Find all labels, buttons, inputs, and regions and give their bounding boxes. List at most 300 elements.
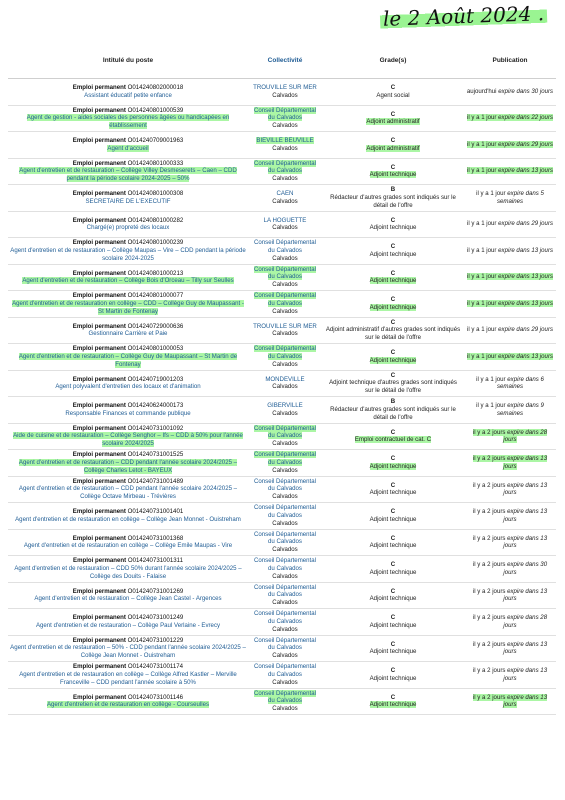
poste-title-link[interactable]: Agent d'entretien et de restauration en collège - Courseulles <box>46 701 210 709</box>
grade-name: Adjoint administratif <box>366 144 420 152</box>
publication-expiry: expire dans 13 jours <box>503 534 548 550</box>
poste-ref: O014240731001229 <box>127 636 184 644</box>
publication-info <box>473 429 547 444</box>
cell-poste <box>8 423 248 450</box>
grade-name: Adjoint technique <box>369 701 417 709</box>
poste-head <box>10 239 246 247</box>
poste-title-link[interactable]: Agent d'accueil <box>107 144 149 152</box>
poste-type: Emploi permanent <box>72 190 126 198</box>
publication-info <box>467 300 553 307</box>
cell-poste <box>8 582 248 609</box>
publication-info <box>466 482 554 497</box>
poste-title-link[interactable]: Chargé(e) propreté des locaux <box>86 224 170 232</box>
publication-age: il y a 2 jours <box>472 508 506 516</box>
publication-age: il y a 1 jour <box>466 299 497 307</box>
cell-poste <box>8 264 248 291</box>
cell-publication <box>464 450 556 477</box>
grade-name: Adjoint technique <box>369 250 417 258</box>
poste-head <box>10 663 246 671</box>
cell-publication <box>464 582 556 609</box>
cell-poste <box>8 105 248 132</box>
poste-title-link[interactable]: Agent polyvalent d'entretien des locaux et d'animation <box>55 383 201 391</box>
poste-ref: O014240731001489 <box>127 477 184 485</box>
poste-type: Emploi permanent <box>72 477 126 485</box>
publication-expiry: expire dans 5 semaines <box>496 190 544 205</box>
grade-category: B <box>390 398 396 406</box>
cell-grade <box>322 688 464 715</box>
table-row <box>8 450 556 477</box>
poste-ref: O014240801000539 <box>127 106 184 114</box>
table-row <box>8 317 556 344</box>
table-row <box>8 79 556 106</box>
poste-title-link[interactable]: Agent d'entretien et de restauration – 50% - CDD pendant l'année scolaire 2024/2025 – Collège Jean Monnet - Ouistreham <box>10 644 246 660</box>
publication-age: il y a 1 jour <box>476 375 506 383</box>
header-collectivite: Collectivité <box>248 42 322 79</box>
collectivite-department: Calvados <box>272 197 298 205</box>
collectivite-link[interactable]: Conseil Départemental du Calvados <box>254 345 316 360</box>
publication-expiry: expire dans 29 jours <box>498 326 554 334</box>
poste-type: Emploi permanent <box>72 402 126 410</box>
poste-title-link[interactable]: Agent d'entretien et de restauration – CDD 50% durant l'année scolaire 2024/2025 – Collège des Douits - Falaise <box>14 564 242 580</box>
poste-ref: O014240731001269 <box>127 587 184 595</box>
publication-expiry: expire dans 30 jours <box>503 561 548 576</box>
grade-category: C <box>390 84 396 92</box>
poste-type: Emploi permanent <box>72 216 126 224</box>
cell-collectivite <box>248 291 322 318</box>
poste-title-link[interactable]: Gestionnaire Carrière et Paie <box>88 330 168 338</box>
grade-name: Adjoint technique <box>369 462 417 470</box>
cell-collectivite <box>248 423 322 450</box>
header-publication: Publication <box>464 42 556 79</box>
cell-poste <box>8 132 248 159</box>
poste-ref: O014240731001146 <box>127 693 183 701</box>
cell-poste <box>8 529 248 556</box>
collectivite-link[interactable]: TROUVILLE SUR MER <box>253 322 317 330</box>
publication-expiry: expire dans 29 jours <box>498 220 554 228</box>
poste-title-link[interactable]: Assistant éducatif petite enfance <box>84 91 172 99</box>
poste-head <box>10 270 246 278</box>
table-row <box>8 397 556 424</box>
poste-ref: O014240731001311 <box>127 557 183 565</box>
poste-ref: O014240801000077 <box>127 292 184 300</box>
cell-grade <box>322 582 464 609</box>
publication-expiry: expire dans 13 jours <box>503 640 548 656</box>
grade-name: Adjoint technique <box>369 542 417 550</box>
cell-grade <box>322 450 464 477</box>
publication-expiry: expire dans 6 semaines <box>496 375 544 391</box>
table-row <box>8 662 556 689</box>
grade-name: Adjoint administratif d'autres grades sont indiqués sur le détail de l'offre <box>325 326 461 342</box>
grade-category: C <box>390 481 396 489</box>
collectivite-link[interactable]: Conseil Départemental du Calvados <box>254 663 316 678</box>
cell-collectivite <box>248 132 322 159</box>
cell-collectivite <box>248 344 322 371</box>
cell-grade <box>322 185 464 212</box>
cell-publication <box>464 105 556 132</box>
poste-head <box>10 614 246 622</box>
publication-expiry: expire dans 13 jours <box>498 167 554 175</box>
collectivite-department: Calvados <box>272 144 298 152</box>
cell-collectivite <box>248 264 322 291</box>
cell-collectivite <box>248 211 322 238</box>
grade-name: Adjoint technique <box>369 489 417 497</box>
poste-title-link[interactable]: Agent d'entretien et de restauration – Collège Jean Castel - Argences <box>34 595 222 603</box>
grade-name: Adjoint technique <box>369 568 417 576</box>
cell-collectivite <box>248 450 322 477</box>
poste-type: Emploi permanent <box>72 292 126 300</box>
table-body <box>8 79 556 715</box>
cell-collectivite <box>248 105 322 132</box>
grade-category: C <box>390 296 396 304</box>
table-row <box>8 476 556 503</box>
publication-age: il y a 2 jours <box>472 587 506 595</box>
publication-info <box>473 694 547 709</box>
cell-collectivite <box>248 529 322 556</box>
collectivite-link[interactable]: Conseil Départemental du Calvados <box>254 292 316 307</box>
collectivite-department: Calvados <box>272 652 298 660</box>
publication-age: il y a 1 jour <box>466 246 497 254</box>
collectivite-department: Calvados <box>272 546 298 554</box>
collectivite-link[interactable]: Conseil Départemental du Calvados <box>254 530 316 546</box>
collectivite-department: Calvados <box>272 281 298 289</box>
publication-info <box>467 273 553 280</box>
poste-title-link[interactable]: Agent d'entretien et de restauration – CDD pendant l'année scolaire 2024/2025 – Collège Charles Letot - BAYEUX <box>18 458 238 474</box>
grade-category: C <box>390 534 396 542</box>
cell-collectivite <box>248 476 322 503</box>
poste-type: Emploi permanent <box>72 375 126 383</box>
collectivite-link[interactable]: Conseil Départemental du Calvados <box>254 689 316 705</box>
cell-poste <box>8 662 248 689</box>
collectivite-department: Calvados <box>272 409 298 417</box>
poste-head <box>10 637 246 645</box>
poste-title-link[interactable]: SECRETAIRE DE L'EXECUTIF <box>85 197 171 205</box>
cell-publication <box>464 158 556 185</box>
poste-head <box>10 292 246 300</box>
publication-info <box>466 561 554 576</box>
poste-title-link[interactable]: Aide de cuisine et de restauration – Collège Senghor – Ifs – CDD à 50% pour l'année scolaire 2024/2025 <box>13 432 243 448</box>
collectivite-department: Calvados <box>272 122 298 130</box>
grade-category: B <box>390 186 396 194</box>
poste-title-link[interactable]: Agent d'entretien et de restauration – Collège Maupas – Vire – CDD pendant la période scolaire 2024-2025 <box>10 246 246 262</box>
poste-type: Emploi permanent <box>72 587 126 595</box>
collectivite-department: Calvados <box>272 705 298 713</box>
publication-expiry: expire dans 13 jours <box>503 508 548 523</box>
collectivite-link[interactable]: Conseil Départemental du Calvados <box>254 557 316 572</box>
cell-publication <box>464 291 556 318</box>
publication-expiry: expire dans 13 jours <box>498 273 554 281</box>
poste-head <box>10 217 246 225</box>
poste-title-link[interactable]: Agent d'entretien et de restauration – Collège Guy de Maupassant – St Martin de Fontenay <box>18 352 238 368</box>
poste-type: Emploi permanent <box>72 84 126 92</box>
cell-poste <box>8 450 248 477</box>
poste-head <box>10 402 246 410</box>
collectivite-department: Calvados <box>272 91 298 99</box>
publication-info <box>466 247 554 255</box>
collectivite-link[interactable]: Conseil Départemental du Calvados <box>254 239 316 254</box>
grade-category: C <box>390 428 396 436</box>
cell-publication <box>464 397 556 424</box>
publication-info <box>466 508 554 523</box>
poste-ref: O014240801000213 <box>127 269 184 277</box>
grade-category: C <box>390 318 396 326</box>
collectivite-link[interactable]: Conseil Départemental du Calvados <box>254 610 316 625</box>
cell-grade <box>322 503 464 530</box>
cell-publication <box>464 132 556 159</box>
table-row <box>8 291 556 318</box>
cell-publication <box>464 688 556 715</box>
publication-info <box>466 588 554 603</box>
header-grade: Grade(s) <box>322 42 464 79</box>
grade-category: C <box>390 667 396 675</box>
poste-head <box>10 190 246 198</box>
collectivite-link[interactable]: MONDEVILLE <box>265 375 305 383</box>
grade-name: Adjoint administratif <box>366 118 420 126</box>
publication-age: il y a 1 jour <box>466 326 497 334</box>
poste-type: Emploi permanent <box>72 137 126 145</box>
collectivite-department: Calvados <box>272 254 298 262</box>
collectivite-link[interactable]: Conseil Départemental du Calvados <box>254 424 316 440</box>
cell-collectivite <box>248 79 322 106</box>
poste-ref: O014240801000053 <box>127 345 184 353</box>
cell-poste <box>8 158 248 185</box>
poste-type: Emploi permanent <box>72 322 126 330</box>
poste-title-link[interactable]: Agent d'entretien et de restauration en collège – CDD – Collège Guy de Maupassant - St Martin de Fontenay <box>12 299 244 315</box>
publication-expiry: expire dans 29 jours <box>498 140 554 148</box>
collectivite-link[interactable]: Conseil Départemental du Calvados <box>254 583 316 599</box>
collectivite-link[interactable]: TROUVILLE SUR MER <box>253 84 317 92</box>
collectivite-department: Calvados <box>272 493 298 501</box>
poste-title-link[interactable]: Agent d'entretien et de restauration en collège – Collège Emile Maupas - Vire <box>23 542 233 550</box>
poste-type: Emploi permanent <box>73 557 127 565</box>
cell-grade <box>322 476 464 503</box>
cell-publication <box>464 662 556 689</box>
grade-name: Rédacteur d'autres grades sont indiqués sur le détail de l'offre <box>330 193 456 209</box>
poste-title-link[interactable]: Agent d'entretien et de restauration – Collège Villey Desmeserets – Caen – CDD pendant la période scolaire 2024-2025 – 50% <box>19 167 237 183</box>
publication-info <box>466 88 554 96</box>
poste-ref: O014240802000018 <box>127 84 184 92</box>
cell-publication <box>464 264 556 291</box>
cell-collectivite <box>248 317 322 344</box>
poste-ref: O014240731001092 <box>127 424 184 432</box>
grade-name: Adjoint technique <box>369 674 417 682</box>
cell-grade <box>322 370 464 397</box>
grade-name: Adjoint technique <box>369 277 417 285</box>
grade-category: C <box>390 137 396 145</box>
collectivite-link[interactable]: LA HOGUETTE <box>263 216 307 224</box>
grade-name: Adjoint technique <box>369 171 417 179</box>
cell-grade <box>322 344 464 371</box>
poste-title-link[interactable]: Agent d'entretien et de restauration en collège – Collège Alfred Kastler – Merville Franceville – CDD pendant l'année scolaire à 50% <box>19 670 237 686</box>
poste-ref: O014240801000308 <box>127 190 184 198</box>
table-row <box>8 370 556 397</box>
table-row <box>8 264 556 291</box>
publication-expiry: expire dans 30 jours <box>498 87 554 95</box>
grade-category: C <box>390 243 396 251</box>
publication-info <box>466 535 554 550</box>
collectivite-link[interactable]: Conseil Départemental du Calvados <box>254 451 316 466</box>
publication-age: il y a 2 jours <box>472 640 506 648</box>
cell-grade <box>322 397 464 424</box>
collectivite-link[interactable]: GIBERVILLE <box>267 402 303 410</box>
publication-expiry: expire dans 13 jours <box>503 587 548 603</box>
cell-publication <box>464 503 556 530</box>
collectivite-link[interactable]: BIEVILLE BEUVILLE <box>256 137 314 145</box>
collectivite-link[interactable]: Conseil Départemental du Calvados <box>254 106 316 122</box>
poste-type: Emploi permanent <box>72 451 126 459</box>
table-row <box>8 529 556 556</box>
collectivite-department: Calvados <box>272 625 298 633</box>
publication-expiry: expire dans 28 jours <box>503 614 548 629</box>
grade-name: Adjoint technique <box>369 515 417 523</box>
poste-title-link[interactable]: Agent d'entretien et de restauration – Collège Paul Verlaine - Evrecy <box>35 621 221 629</box>
publication-info <box>467 114 553 121</box>
poste-type: Emploi permanent <box>72 106 126 114</box>
cell-grade <box>322 317 464 344</box>
cell-grade <box>322 423 464 450</box>
job-offers-table <box>8 42 556 715</box>
table-row <box>8 582 556 609</box>
poste-ref: O014240709001963 <box>127 137 184 145</box>
collectivite-link[interactable]: Conseil Départemental du Calvados <box>254 504 316 519</box>
cell-poste <box>8 317 248 344</box>
cell-poste <box>8 211 248 238</box>
cell-grade <box>322 529 464 556</box>
publication-info <box>466 614 554 629</box>
table-row <box>8 238 556 265</box>
collectivite-link[interactable]: Conseil Départemental du Calvados <box>254 477 316 493</box>
table-row <box>8 132 556 159</box>
table-row <box>8 688 556 715</box>
poste-head <box>10 588 246 596</box>
grade-category: C <box>390 640 396 648</box>
table-row <box>8 105 556 132</box>
publication-expiry: expire dans 13 jours <box>503 667 548 682</box>
table-row <box>8 344 556 371</box>
collectivite-department: Calvados <box>272 599 298 607</box>
poste-ref: O014240801000282 <box>127 216 184 224</box>
grade-name: Rédacteur d'autres grades sont indiqués sur le détail de l'offre <box>330 405 456 421</box>
publication-age: il y a 2 jours <box>472 693 506 701</box>
header-poste: Intitulé du poste <box>8 42 248 79</box>
cell-poste <box>8 291 248 318</box>
cell-publication <box>464 529 556 556</box>
cell-grade <box>322 79 464 106</box>
publication-age: il y a 2 jours <box>472 561 506 569</box>
publication-info <box>466 402 554 417</box>
grade-category: C <box>390 269 396 277</box>
poste-head <box>10 535 246 543</box>
poste-head <box>10 478 246 486</box>
table-header-row <box>8 42 556 79</box>
poste-ref: O014240719001203 <box>127 375 184 383</box>
publication-expiry: expire dans 13 jours <box>503 693 548 709</box>
grade-name: Adjoint technique d'autres grades sont indiqués sur le détail de l'offre <box>329 379 457 395</box>
cell-publication <box>464 344 556 371</box>
poste-ref: O014240731001368 <box>127 534 184 542</box>
poste-type: Emploi permanent <box>72 534 126 542</box>
grade-category: C <box>390 587 396 595</box>
collectivite-link[interactable]: Conseil Départemental du Calvados <box>254 159 316 175</box>
grade-category: C <box>390 508 396 516</box>
poste-ref: O014240801000333 <box>127 159 184 167</box>
poste-ref: O014240729000636 <box>127 322 184 330</box>
table-row <box>8 185 556 212</box>
cell-grade <box>322 238 464 265</box>
cell-poste <box>8 344 248 371</box>
poste-head <box>10 345 246 353</box>
grade-category: C <box>390 216 396 224</box>
publication-info <box>466 326 554 334</box>
grade-category: C <box>390 371 396 379</box>
poste-title-link[interactable]: Agent d'entretien et de restauration en collège – Collège Jean Monnet - Ouistreham <box>15 515 241 523</box>
table-row <box>8 211 556 238</box>
poste-ref: O014240624000173 <box>127 402 184 410</box>
collectivite-link[interactable]: CAEN <box>276 190 294 198</box>
publication-age: il y a 2 jours <box>472 534 506 542</box>
poste-type: Emploi permanent <box>72 636 126 644</box>
grade-name: Emploi contractuel de cat. C <box>354 436 432 444</box>
publication-age: il y a 1 jour <box>466 352 497 360</box>
cell-publication <box>464 609 556 636</box>
cell-publication <box>464 79 556 106</box>
grade-category: C <box>390 163 396 171</box>
publication-expiry: expire dans 22 jours <box>498 114 554 122</box>
cell-publication <box>464 556 556 583</box>
poste-head <box>10 107 246 115</box>
poste-head <box>10 323 246 331</box>
publication-info <box>473 455 547 470</box>
poste-head <box>10 557 246 565</box>
poste-ref: O014240801000239 <box>127 239 184 247</box>
cell-grade <box>322 264 464 291</box>
publication-age: il y a 2 jours <box>472 481 506 489</box>
publication-age: il y a 1 jour <box>466 220 497 228</box>
publication-info <box>466 641 554 656</box>
publication-age: il y a 1 jour <box>466 167 497 175</box>
poste-ref: O014240731001249 <box>127 614 184 622</box>
poste-title-link[interactable]: Agent d'entretien et de restauration – CDD pendant l'année scolaire 2024/2025 – Collège Octave Mirbeau - Trévières <box>18 485 238 501</box>
poste-title-link[interactable]: Responsable Finances et commande publique <box>65 409 191 417</box>
collectivite-link[interactable]: Conseil Départemental du Calvados <box>254 265 316 281</box>
cell-grade <box>322 105 464 132</box>
collectivite-department: Calvados <box>272 383 298 391</box>
grade-name: Adjoint technique <box>369 356 417 364</box>
publication-expiry: expire dans 13 jours <box>498 299 554 307</box>
cell-grade <box>322 132 464 159</box>
poste-title-link[interactable]: Agent d'entretien et de restauration – Collège Bois d'Orceau – Tilly sur Seulles <box>22 277 234 285</box>
cell-collectivite <box>248 609 322 636</box>
poste-type: Emploi permanent <box>72 424 126 432</box>
publication-age: il y a 1 jour <box>466 140 497 148</box>
poste-title-link[interactable]: Agent de gestion - aides sociales des personnes âgées ou handicapées en établissement <box>26 114 230 130</box>
publication-info <box>467 167 553 174</box>
table-row <box>8 503 556 530</box>
publication-expiry: expire dans 28 jours <box>503 428 548 444</box>
cell-publication <box>464 185 556 212</box>
poste-head <box>10 508 246 516</box>
collectivite-department: Calvados <box>272 519 298 527</box>
grade-category: C <box>390 561 396 569</box>
poste-type: Emploi permanent <box>72 614 126 622</box>
cell-grade <box>322 158 464 185</box>
collectivite-department: Calvados <box>272 224 298 232</box>
publication-info <box>466 190 554 205</box>
collectivite-link[interactable]: Conseil Départemental du Calvados <box>254 636 316 652</box>
cell-grade <box>322 662 464 689</box>
cell-grade <box>322 291 464 318</box>
publication-expiry: expire dans 13 jours <box>498 352 554 360</box>
cell-publication <box>464 317 556 344</box>
